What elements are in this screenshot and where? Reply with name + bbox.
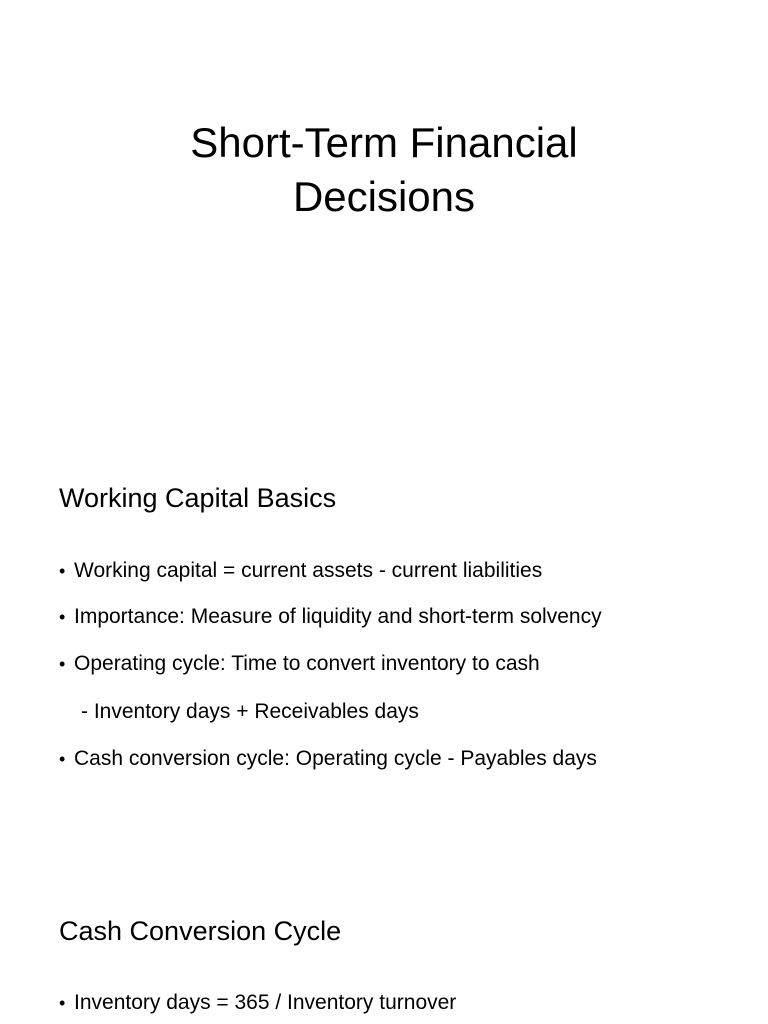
bullet-text: Working capital = current assets - current liabilities [74,559,543,582]
bullet-item [59,650,540,678]
bullet-dot: • [59,607,66,627]
bullet-text: Inventory days = 365 / Inventory turnover [74,991,457,1014]
bullet-item [59,603,602,631]
bullet-item [59,745,597,773]
section-heading-cash-conversion: Cash Conversion Cycle [59,916,342,946]
slide-title [0,116,768,224]
slide-title-line-1: Short-Term Financial [190,119,578,166]
bullet-text: Importance: Measure of liquidity and short-term solvency [74,605,602,628]
section-heading-working-capital: Working Capital Basics [59,483,337,513]
bullet-dot: • [59,749,66,769]
bullet-text: Operating cycle: Time to convert inventory to cash [74,652,540,675]
bullet-text: Cash conversion cycle: Operating cycle - Payables days [74,747,597,770]
bullet-dot: • [59,561,66,581]
working-capital-section [59,481,749,770]
sub-bullet-item [81,698,419,726]
bullet-dot: • [59,654,66,674]
bullet-item [59,557,542,585]
bullet-dot: • [59,993,66,1013]
cash-conversion-section [59,914,749,1014]
slide-title-line-2: Decisions [292,173,476,220]
bullet-item [59,989,456,1017]
bullet-text: - Inventory days + Receivables days [81,700,419,723]
